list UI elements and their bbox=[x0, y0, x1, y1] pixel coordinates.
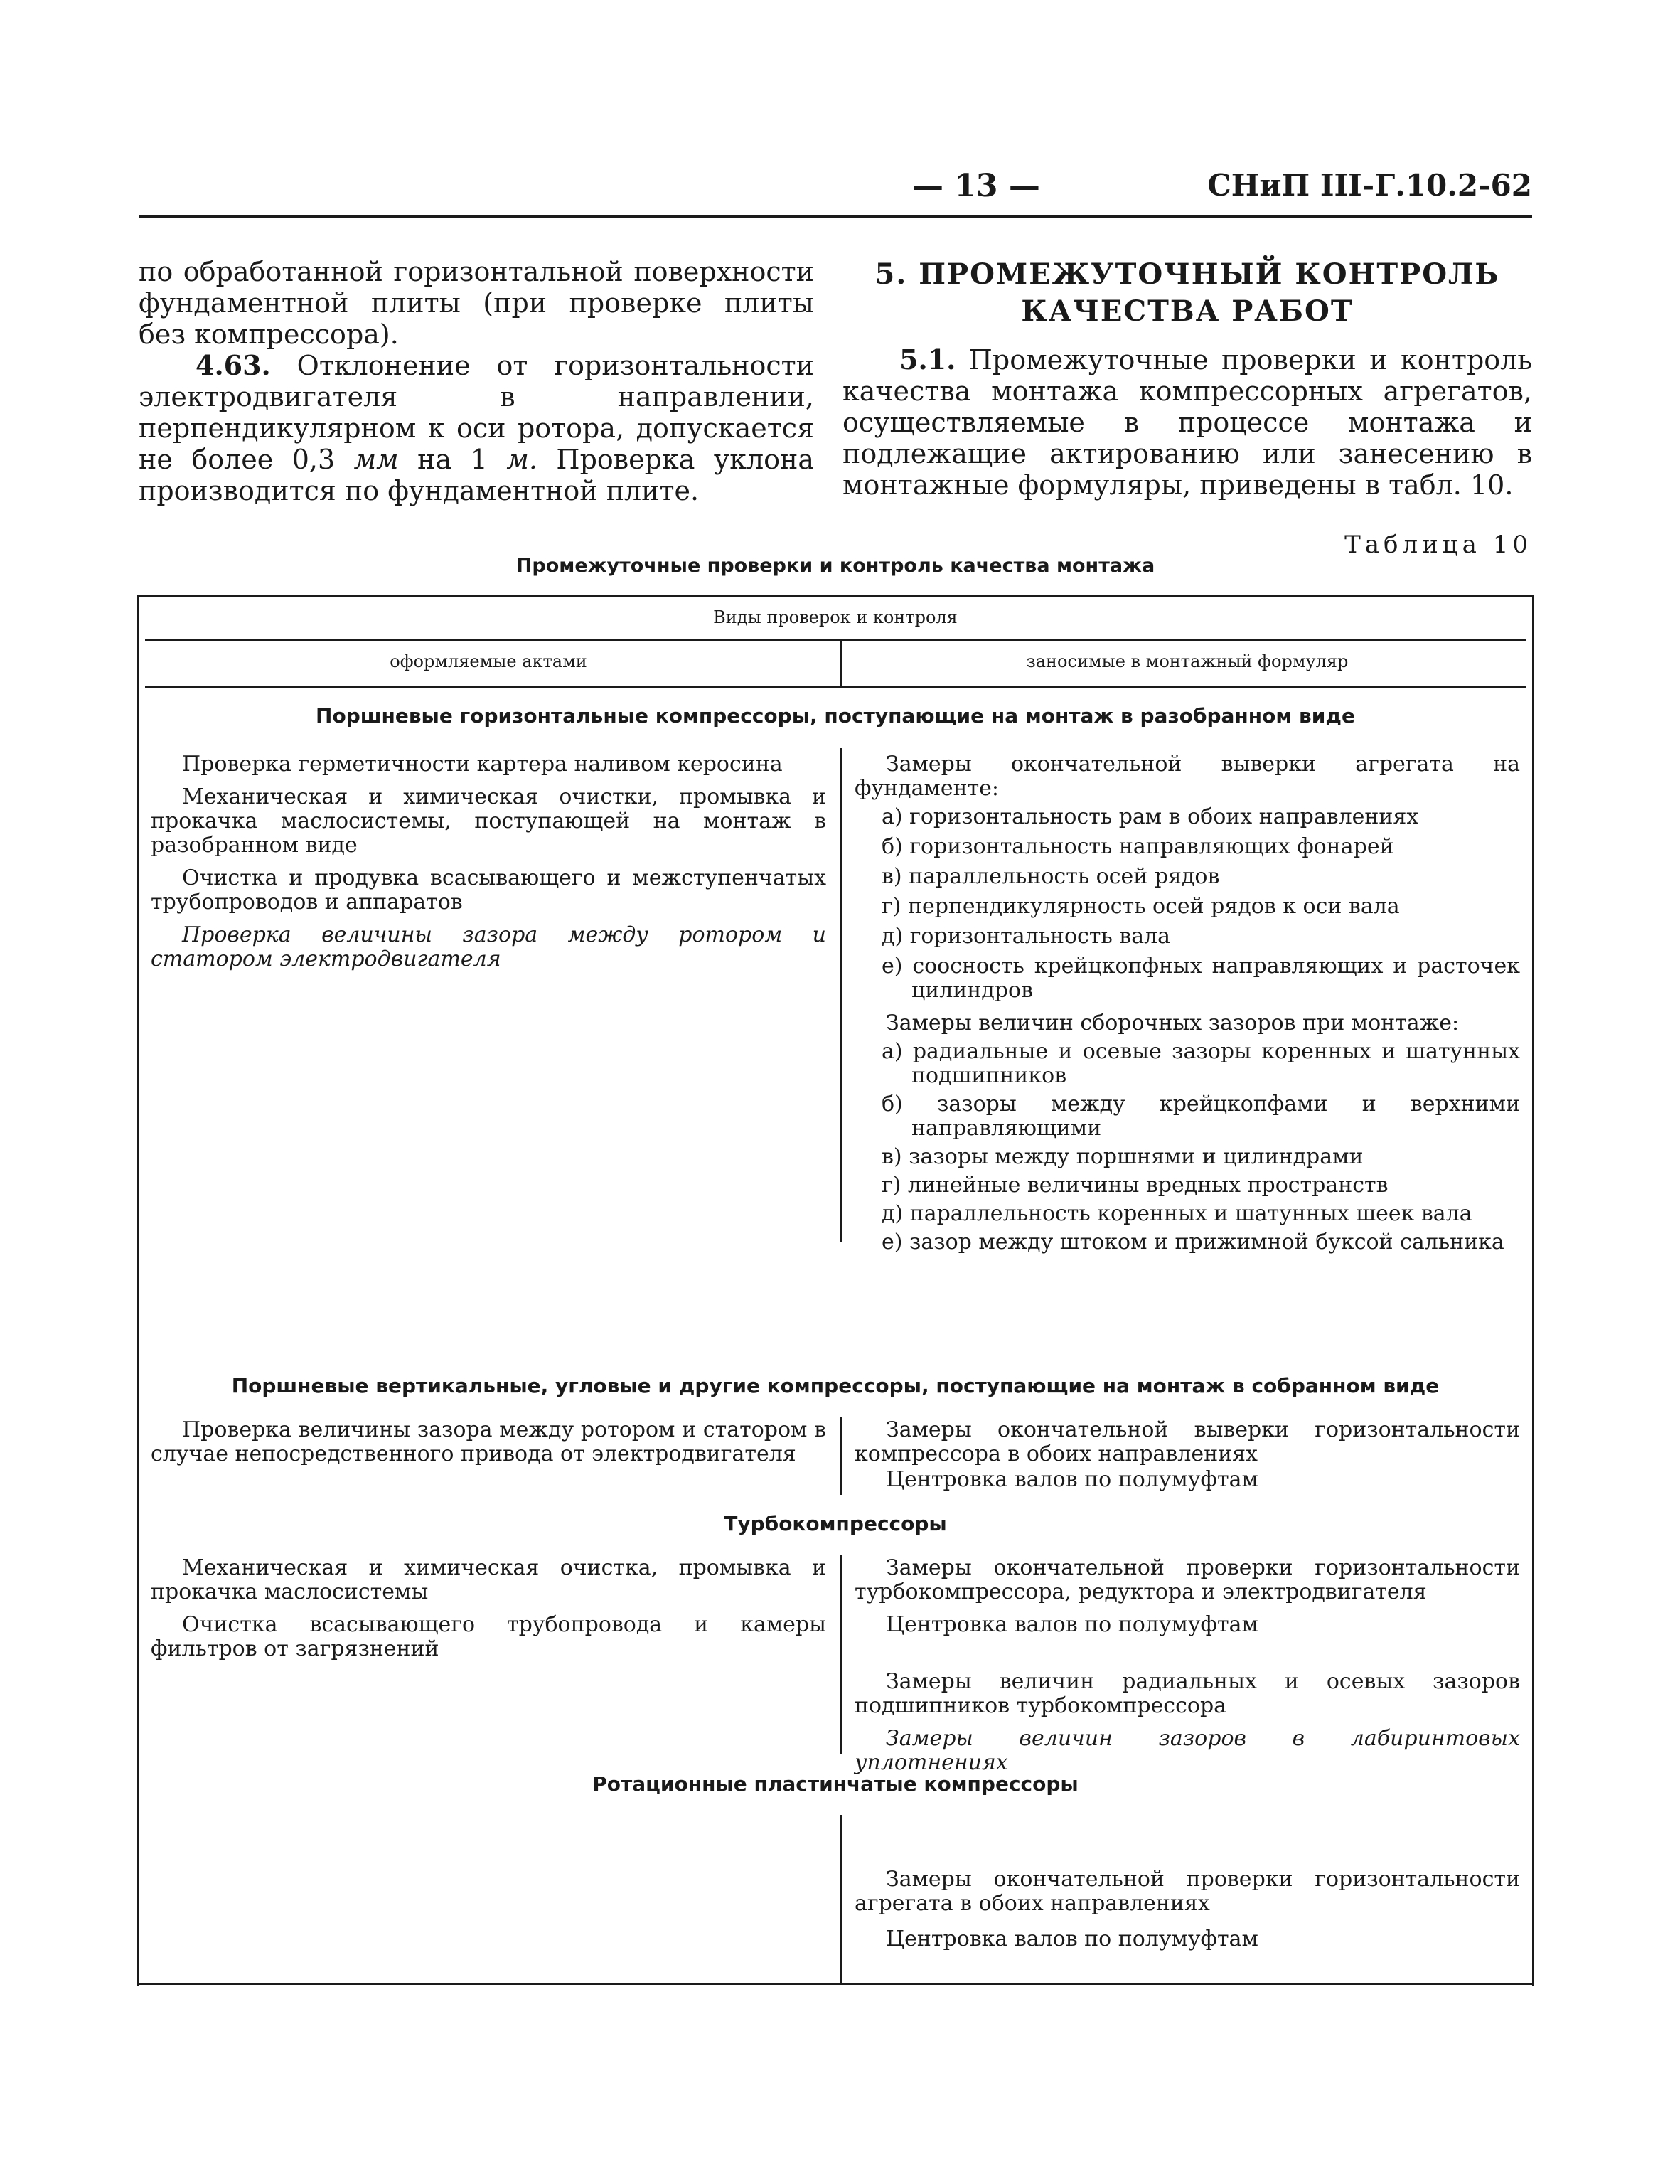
group-title-horizontal-piston: Поршневые горизонтальные компрессоры, поступающие на монтаж в разобранном виде bbox=[316, 704, 1355, 728]
page-number: — 13 — bbox=[912, 168, 1040, 204]
check-heading: Замеры окончательной выверки агрегата на фундаменте: bbox=[855, 752, 1520, 801]
check-subitem: е) зазор между штоком и прижимной буксой сальника bbox=[882, 1230, 1504, 1255]
check-subitem: д) параллельность коренных и шатунных шеек вала bbox=[882, 1201, 1472, 1226]
section-title: 5. ПРОМЕЖУТОЧНЫЙ КОНТРОЛЬ КАЧЕСТВА РАБОТ bbox=[874, 257, 1500, 328]
group2-right-cell bbox=[855, 1418, 1520, 1501]
group2-left-cell bbox=[151, 1418, 826, 1475]
check-item: Проверка величины зазора между ротором и статором электродвигателя bbox=[151, 922, 826, 971]
check-item: Замеры окончательной проверки горизонтальности турбокомпрессора, редуктора и электродвигателя bbox=[855, 1555, 1520, 1604]
check-subitem: в) зазоры между поршнями и цилиндрами bbox=[882, 1144, 1364, 1169]
check-subitem: а) радиальные и осевые зазоры коренных и шатунных подшипников bbox=[882, 1039, 1520, 1088]
group1-divider bbox=[840, 748, 842, 1242]
unit-mm: мм bbox=[353, 444, 399, 475]
document-code: СНиП III-Г.10.2-62 bbox=[1207, 168, 1532, 203]
check-item: Механическая и химическая очистка, промывка и прокачка маслосистемы bbox=[151, 1555, 826, 1604]
unit-m: м. bbox=[506, 444, 537, 475]
group3-left-cell bbox=[151, 1556, 826, 1670]
check-subitem: б) зазоры между крейцкопфами и верхними направляющими bbox=[882, 1092, 1520, 1141]
table-rule-header bbox=[145, 639, 1526, 641]
table-title: Промежуточные проверки и контроль качества монтажа bbox=[515, 555, 1155, 577]
check-item: Центровка валов по полумуфтам bbox=[886, 1927, 1258, 1951]
check-item: Замеры окончательной выверки горизонтальности компрессора в обоих направлениях bbox=[855, 1417, 1520, 1466]
group3-divider bbox=[840, 1555, 842, 1754]
check-item: Центровка валов по полумуфтам bbox=[886, 1467, 1258, 1492]
group2-divider bbox=[840, 1417, 842, 1495]
page-header bbox=[139, 168, 1532, 215]
table-rule-bottom bbox=[137, 1983, 1534, 1985]
table-header-right: заносимые в монтажный формуляр bbox=[1026, 651, 1349, 671]
paragraph-5-1: 5.1. Промежуточные проверки и контроль качества монтажа компрессорных агрегатов, осуществляемые в процессе монтажа и подлежащие актированию или занесению в монтажные формуляры, приведены в табл. 10. bbox=[842, 343, 1532, 501]
check-heading: Замеры величин сборочных зазоров при монтаже: bbox=[886, 1011, 1460, 1035]
paragraph-4-63: 4.63. Отклонение от горизонтальности электродвигателя в направлении, перпендикулярном к оси ротора, допускается не более 0,3 мм на 1 м. Проверка уклона производится по фундаментной плите. bbox=[139, 349, 814, 506]
check-subitem: г) линейные величины вредных пространств bbox=[882, 1173, 1389, 1198]
group-title-vertical-piston: Поршневые вертикальные, угловые и другие компрессоры, поступающие на монтаж в собранном виде bbox=[231, 1374, 1440, 1397]
clause-number: 4.63. bbox=[196, 349, 271, 381]
check-subitem: в) параллельность осей рядов bbox=[882, 864, 1220, 889]
table-border-right bbox=[1532, 595, 1534, 1986]
check-item: Замеры величин зазоров в лабиринтовых уплотнениях bbox=[855, 1726, 1520, 1775]
table-header-main: Виды проверок и контроля bbox=[713, 607, 958, 627]
intro-right-column bbox=[842, 256, 1532, 501]
paragraph-continued: по обработанной горизонтальной поверхности фундаментной плиты (при проверке плиты без компрессора). bbox=[139, 256, 814, 350]
group-title-rotary: Ротационные пластинчатые компрессоры bbox=[592, 1772, 1079, 1796]
table-rule-top bbox=[137, 595, 1534, 597]
table-10 bbox=[137, 595, 1534, 1986]
check-item: Центровка валов по полумуфтам bbox=[886, 1612, 1258, 1637]
group4-divider bbox=[840, 1815, 842, 1983]
check-subitem: д) горизонтальность вала bbox=[882, 924, 1171, 949]
table-header-left: оформляемые актами bbox=[390, 651, 587, 671]
check-item: Замеры величин радиальных и осевых зазоров подшипников турбокомпрессора bbox=[855, 1669, 1520, 1718]
header-rule bbox=[139, 215, 1532, 218]
check-item: Проверка величины зазора между ротором и статором в случае непосредственного привода от электродвигателя bbox=[151, 1417, 826, 1466]
group1-right-cell bbox=[855, 752, 1520, 1259]
table-rule-subheader bbox=[145, 686, 1526, 688]
group1-left-cell bbox=[151, 752, 826, 980]
check-item: Очистка и продувка всасывающего и межступенчатых трубопроводов и аппаратов bbox=[151, 865, 826, 915]
group-title-turbo: Турбокомпрессоры bbox=[724, 1512, 947, 1535]
intro-left-column bbox=[139, 256, 814, 506]
table-border-left bbox=[137, 595, 139, 1986]
check-subitem: е) соосность крейцкопфных направляющих и расточек цилиндров bbox=[882, 954, 1520, 1003]
clause-number: 5.1. bbox=[899, 343, 956, 375]
check-item: Механическая и химическая очистки, промывка и прокачка маслосистемы, поступающей на монтаж в разобранном виде bbox=[151, 784, 826, 858]
check-item: Проверка герметичности картера наливом керосина bbox=[182, 752, 783, 777]
check-subitem: а) горизонтальность рам в обоих направлениях bbox=[882, 804, 1419, 829]
group4-right-cell bbox=[855, 1868, 1520, 1960]
group3-right-cell bbox=[855, 1556, 1520, 1784]
check-item: Замеры окончательной проверки горизонтальности агрегата в обоих направлениях bbox=[855, 1867, 1520, 1916]
check-subitem: б) горизонтальность направляющих фонарей bbox=[882, 834, 1394, 859]
table-label: Таблица 10 bbox=[1344, 531, 1532, 559]
check-subitem: г) перпендикулярность осей рядов к оси вала bbox=[882, 894, 1400, 919]
check-item: Очистка всасывающего трубопровода и камеры фильтров от загрязнений bbox=[151, 1612, 826, 1661]
